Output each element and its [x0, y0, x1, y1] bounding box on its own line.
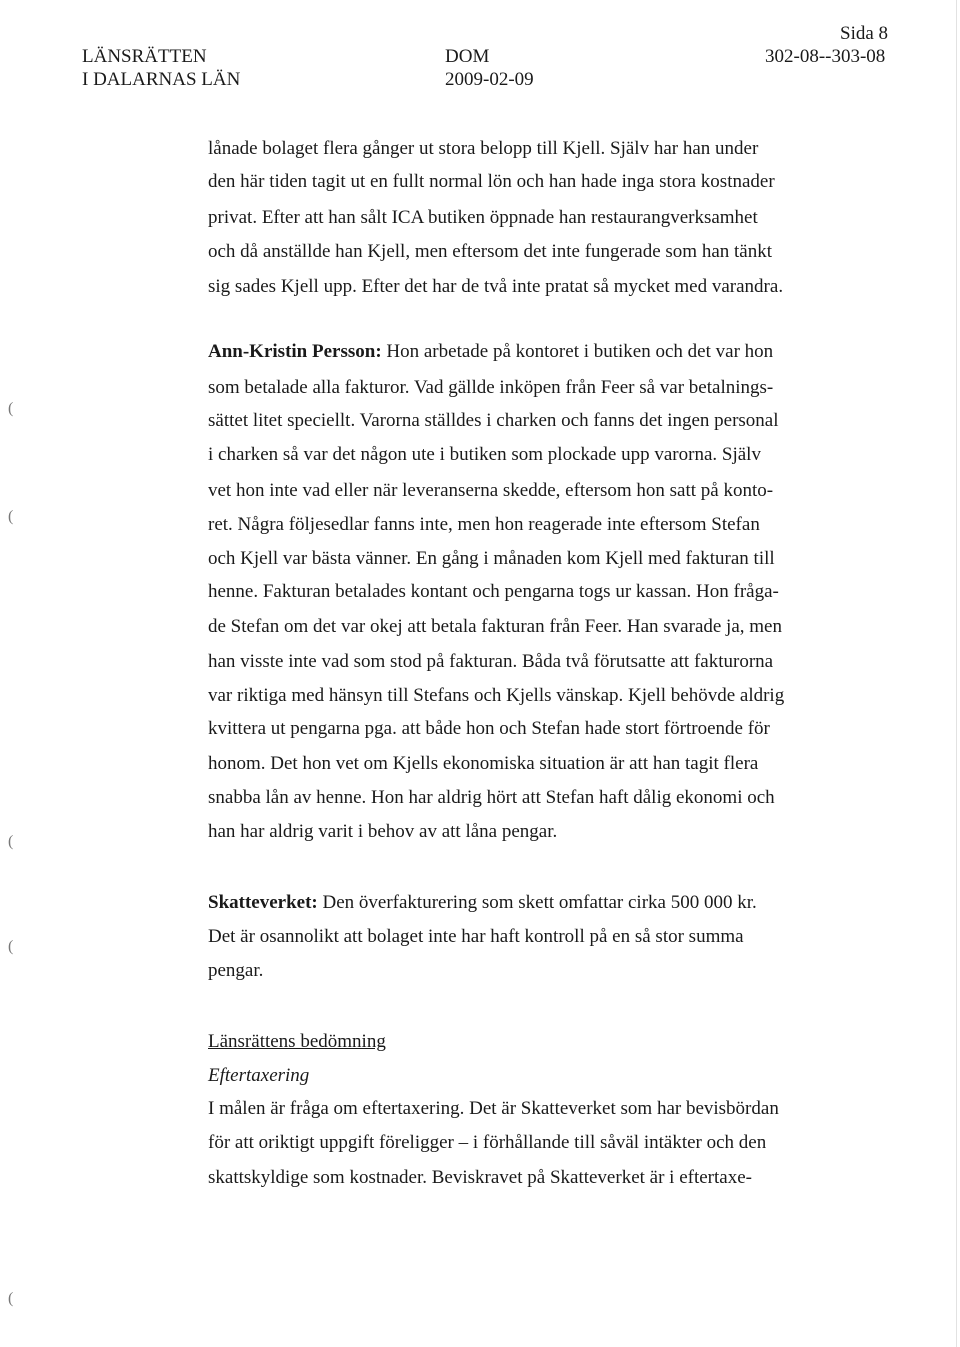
margin-mark: ( [8, 1290, 14, 1307]
body-line: vet hon inte vad eller när leveranserna skedde, eftersom hon satt på konto- [208, 480, 774, 501]
body-line: den här tiden tagit ut en fullt normal lön och han hade inga stora kostnader [208, 171, 775, 192]
body-line: privat. Efter att han sålt ICA butiken öppnade han restaurangverksamhet [208, 207, 758, 228]
body-line: kvittera ut pengarna pga. att både hon och Stefan hade stort förtroende för [208, 718, 770, 739]
statement-text: Den överfakturering som skett omfattar cirka 500 000 kr. [317, 892, 757, 913]
body-line: ret. Några följesedlar fanns inte, men hon reagerade inte eftersom Stefan [208, 514, 760, 535]
statement-text: Hon arbetade på kontoret i butiken och det var hon [381, 341, 774, 362]
page-number: Sida 8 [840, 23, 889, 44]
body-line: pengar. [208, 960, 264, 981]
court-name-line2: I DALARNAS LÄN [82, 69, 241, 90]
margin-mark: ( [8, 938, 14, 955]
margin-mark: ( [8, 508, 14, 525]
court-name-line1: LÄNSRÄTTEN [82, 46, 207, 67]
body-line: snabba lån av henne. Hon har aldrig hört att Stefan haft dålig ekonomi och [208, 787, 775, 808]
body-line: honom. Det hon vet om Kjells ekonomiska situation är att han tagit flera [208, 753, 759, 774]
margin-mark: ( [8, 400, 14, 417]
body-line: han visste inte vad som stod på fakturan. Båda två förutsatte att fakturorna [208, 651, 774, 672]
statement-first-line [208, 340, 773, 364]
body-line: sättet litet speciellt. Varorna ställdes i charken och fanns det ingen personal [208, 410, 779, 431]
body-line: och då anställde han Kjell, men eftersom det inte fungerade som han tänkt [208, 241, 773, 262]
body-line: var riktiga med hänsyn till Stefans och Kjells vänskap. Kjell behövde aldrig [208, 685, 785, 706]
speaker-name: Skatteverket: [208, 892, 318, 913]
body-line: och Kjell var bästa vänner. En gång i månaden kom Kjell med fakturan till [208, 548, 775, 569]
body-line: han har aldrig varit i behov av att låna pengar. [208, 821, 558, 842]
body-line: i charken så var det någon ute i butiken som plockade upp varorna. Själv [208, 444, 761, 465]
body-line: som betalade alla fakturor. Vad gällde inköpen från Feer så var betalnings- [208, 377, 774, 398]
section-heading: Länsrättens bedömning [208, 1031, 386, 1052]
body-line: de Stefan om det var okej att betala fakturan från Feer. Han svarade ja, men [208, 616, 782, 637]
statement-first-line [208, 891, 757, 915]
body-line: lånade bolaget flera gånger ut stora belopp till Kjell. Själv har han under [208, 138, 759, 159]
body-line: henne. Fakturan betalades kontant och pengarna togs ur kassan. Hon fråga- [208, 581, 779, 602]
body-line: skattskyldige som kostnader. Beviskravet på Skatteverket är i eftertaxe- [208, 1167, 752, 1188]
section-subheading: Eftertaxering [208, 1065, 310, 1086]
document-date: 2009-02-09 [445, 69, 534, 90]
body-line: för att oriktigt uppgift föreligger – i förhållande till såväl intäkter och den [208, 1132, 767, 1153]
speaker-name: Ann-Kristin Persson: [208, 341, 382, 362]
scan-edge [956, 0, 957, 1347]
margin-mark: ( [8, 833, 14, 850]
body-line: Det är osannolikt att bolaget inte har haft kontroll på en så stor summa [208, 926, 744, 947]
body-line: I målen är fråga om eftertaxering. Det är Skatteverket som har bevisbördan [208, 1098, 779, 1119]
case-number: 302-08--303-08 [765, 46, 886, 67]
document-type: DOM [445, 46, 490, 67]
body-line: sig sades Kjell upp. Efter det har de två inte pratat så mycket med varandra. [208, 276, 784, 297]
